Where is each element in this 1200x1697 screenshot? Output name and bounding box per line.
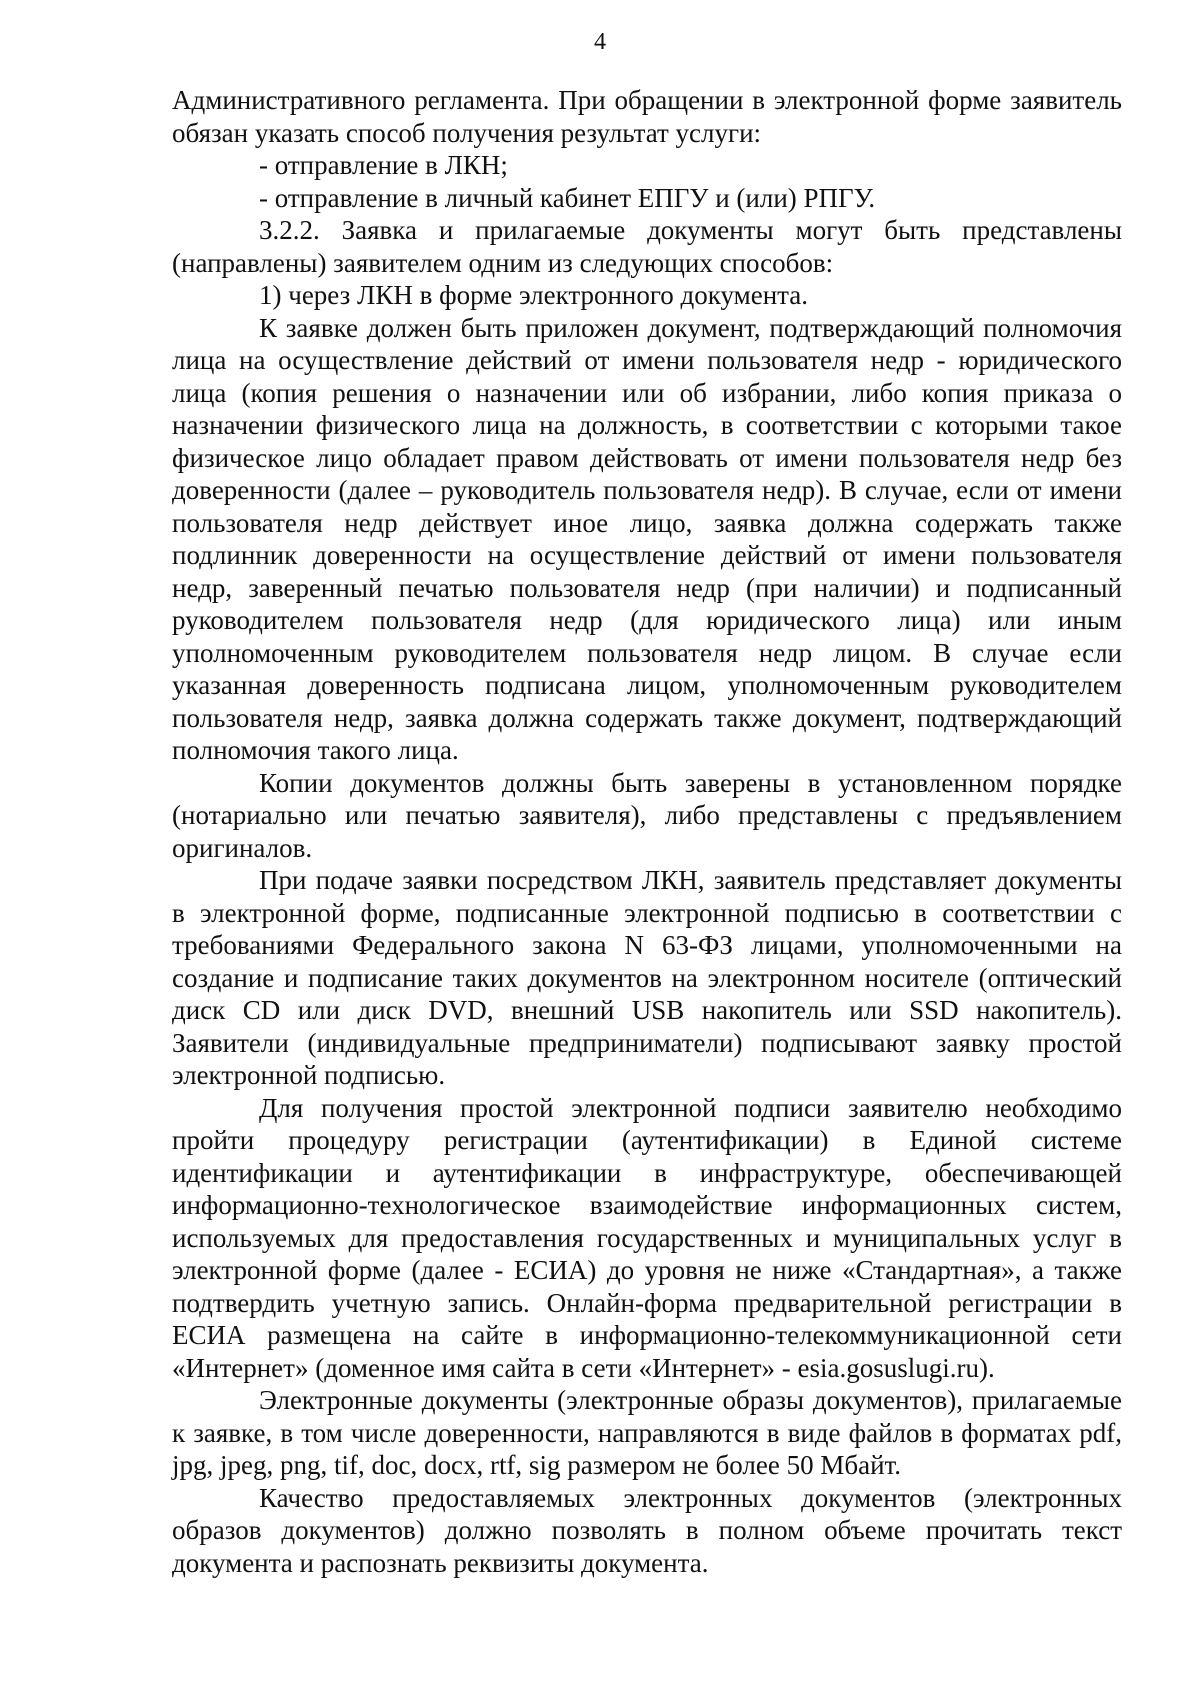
paragraph-authority-document: К заявке должен быть приложен документ, подтверждающий полномочия лица на осуществление действий от имени пользователя недр - юридического лица (копия решения о назначении или об избрании, либо копия приказа о назначении физического лица на должность, в соответствии с которыми такое физическое лицо обладает правом действовать от имени пользователя недр без доверенности (далее – руководитель пользователя недр). В случае, если от имени пользователя недр действует иное лицо, заявка должна содержать также подлинник доверенности на осуществление действий от имени пользователя недр, заверенный печатью пользователя недр (при наличии) и подписанный руководителем пользователя недр (для юридического лица) или иным уполномоченным руководителем пользователя недр лицом. В случае если указанная доверенность подписана лицом, уполномоченным руководителем пользователя недр, заявка должна содержать также документ, подтверждающий полномочия такого лица. (172, 312, 1122, 765)
paragraph-document-quality: Качество предоставляемых электронных документов (электронных образов документов) должно позволять в полном объеме прочитать текст документа и распознать реквизиты документа. (172, 1482, 1122, 1578)
paragraph-3-2-2: 3.2.2. Заявка и прилагаемые документы могут быть представлены (направлены) заявителем одним из следующих способов: (172, 215, 1122, 278)
paragraph-simple-signature: Для получения простой электронной подписи заявителю необходимо пройти процедуру регистрации (аутентификации) в Единой системе идентификации и аутентификации в инфраструктуре, обеспечивающей информационно-технологическое взаимодействие информационных систем, используемых для предоставления государственных и муниципальных услуг в электронной форме (далее - ЕСИА) до уровня не ниже «Стандартная», а также подтвердить учетную запись. Онлайн-форма предварительной регистрации в ЕСИА размещена на сайте в информационно-телекоммуникационной сети «Интернет» (доменное имя сайта в сети «Интернет» - esia.gosuslugi.ru). (172, 1092, 1122, 1383)
list-item-epgu: - отправление в личный кабинет ЕПГУ и (или) РПГУ. (259, 182, 876, 213)
list-item-lkn: - отправление в ЛКН; (259, 150, 508, 180)
paragraph-file-formats: Электронные документы (электронные образы документов), прилагаемые к заявке, в том числе доверенности, направляются в виде файлов в форматах pdf, jpg, jpeg, png, tif, doc, docx, rtf, sig размером не более 50 Мбайт. (172, 1385, 1122, 1480)
paragraph-electronic-submission: При подаче заявки посредством ЛКН, заявитель представляет документы в электронной форме, подписанные электронной подписью в соответствии с требованиями Федерального закона N 63-ФЗ лицами, уполномоченными на создание и подписание таких документов на электронном носителе (оптический диск CD или диск DVD, внешний USB накопитель или SSD накопитель). Заявители (индивидуальные предприниматели) подписывают заявку простой электронной подписью. (172, 865, 1122, 1090)
paragraph-document-copies: Копии документов должны быть заверены в установленном порядке (нотариально или печатью заявителя), либо представлены с предъявлением оригиналов. (172, 767, 1122, 863)
document-body (172, 84, 1122, 1579)
page-number: 4 (594, 29, 606, 55)
list-item-via-lkn: 1) через ЛКН в форме электронного документа. (259, 280, 809, 310)
paragraph-regulation-continuation: Административного регламента. При обращении в электронной форме заявитель обязан указать способ получения результат услуги: (172, 85, 1122, 148)
